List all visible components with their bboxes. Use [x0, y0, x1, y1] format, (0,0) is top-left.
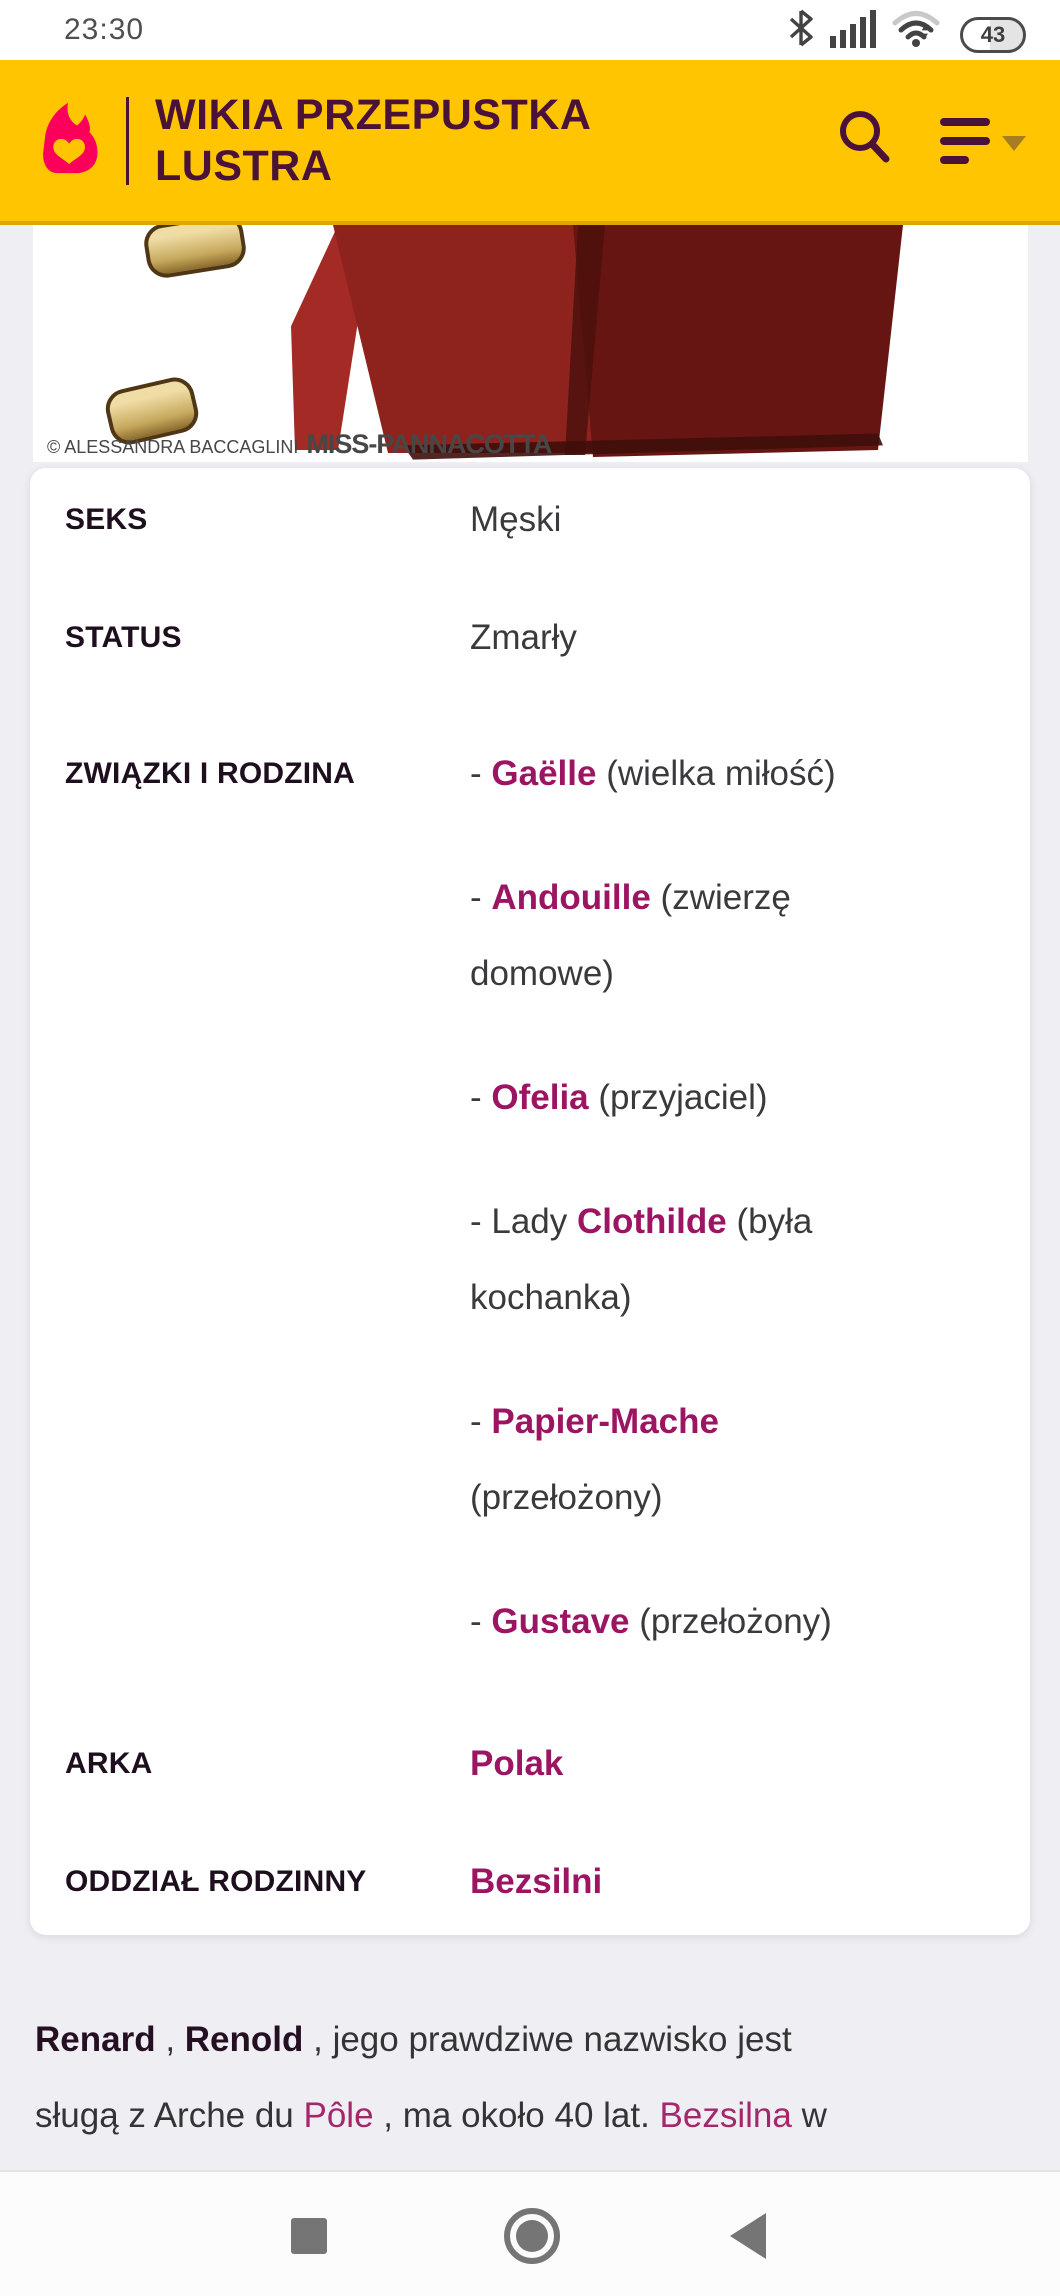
- menu-icon[interactable]: [940, 118, 990, 164]
- clock: 23:30: [64, 13, 145, 46]
- back-icon[interactable]: [730, 2213, 766, 2259]
- link-gaelle[interactable]: Gaëlle: [491, 754, 597, 793]
- infobox-value: [470, 736, 1002, 1708]
- infobox-label: ARKA: [65, 1747, 153, 1780]
- infobox-value: Zmarły: [470, 618, 577, 657]
- infobox-label: SEKS: [65, 503, 148, 536]
- wiki-title[interactable]: WIKIA PRZEPUSTKA LUSTRA: [155, 90, 592, 190]
- link-ofelia[interactable]: Ofelia: [491, 1078, 589, 1117]
- infobox-row-status: [65, 618, 1002, 658]
- infobox-label: ODDZIAŁ RODZINNY: [65, 1865, 367, 1898]
- battery-percent: 43: [980, 21, 1006, 47]
- infobox-label: ZWIĄZKI I RODZINA: [65, 757, 356, 790]
- relations-list: [470, 736, 1002, 1660]
- character-image[interactable]: [33, 225, 1028, 462]
- article-intro: [35, 2002, 1045, 2154]
- link-clothilde[interactable]: Clothilde: [577, 1202, 727, 1241]
- link-bezsilna[interactable]: Bezsilna: [659, 2096, 792, 2135]
- list-item: - Gustave (przełożony): [470, 1602, 832, 1641]
- list-item: - Lady Clothilde (była kochanka): [470, 1202, 813, 1317]
- gold-button-detail: [141, 225, 248, 280]
- header-actions: [834, 107, 1026, 174]
- infobox-value: [470, 1744, 1002, 1784]
- link-papier-mache[interactable]: Papier-Mache: [491, 1402, 719, 1441]
- list-item: - Gaëlle (wielka miłość): [470, 754, 836, 793]
- link-bezsilni[interactable]: Bezsilni: [470, 1862, 603, 1901]
- signal-icon: [830, 10, 876, 53]
- article-line-2: sługą z Arche du Pôle , ma około 40 lat. Bezsilna w: [35, 2096, 827, 2135]
- caption-copyright: © ALESSANDRA BACCAGLINI: [47, 437, 299, 457]
- link-andouille[interactable]: Andouille: [491, 878, 651, 917]
- header-divider: [126, 97, 129, 185]
- link-gustave[interactable]: Gustave: [491, 1602, 630, 1641]
- list-item: - Papier-Mache (przełożony): [470, 1402, 719, 1517]
- character-infobox: [30, 468, 1030, 1935]
- status-icons: [788, 8, 1026, 53]
- link-polak[interactable]: Polak: [470, 1744, 564, 1783]
- infobox-row-arka: [65, 1744, 1002, 1784]
- chevron-down-icon[interactable]: [1002, 136, 1026, 151]
- wifi-icon: [892, 8, 944, 53]
- link-pole[interactable]: Pôle: [303, 2096, 374, 2135]
- bluetooth-icon: [788, 8, 814, 53]
- infobox-row-oddzial: [65, 1862, 1002, 1902]
- infobox-value: [470, 1862, 1002, 1902]
- fandom-flame-icon[interactable]: [34, 100, 102, 181]
- recents-icon[interactable]: [291, 2218, 327, 2254]
- article-line-1: Renard , Renold , jego prawdziwe nazwisko jest: [35, 2020, 792, 2059]
- caption-artist: MISS-PANNACOTTA: [306, 429, 552, 459]
- android-nav-bar: [0, 2170, 1060, 2296]
- infobox-row-seks: [65, 500, 1002, 540]
- wiki-header: [0, 60, 1060, 225]
- character-artwork: [33, 225, 1028, 462]
- list-item: - Andouille (zwierzę domowe): [470, 878, 791, 993]
- search-icon[interactable]: [834, 107, 896, 174]
- infobox-row-relations: [65, 736, 1002, 1708]
- battery-indicator: [960, 17, 1026, 53]
- list-item: - Ofelia (przyjaciel): [470, 1078, 768, 1117]
- infobox-label: STATUS: [65, 621, 182, 654]
- home-icon[interactable]: [504, 2208, 560, 2264]
- image-caption: [47, 429, 551, 460]
- infobox-value: Męski: [470, 500, 562, 539]
- status-bar: [0, 0, 1060, 60]
